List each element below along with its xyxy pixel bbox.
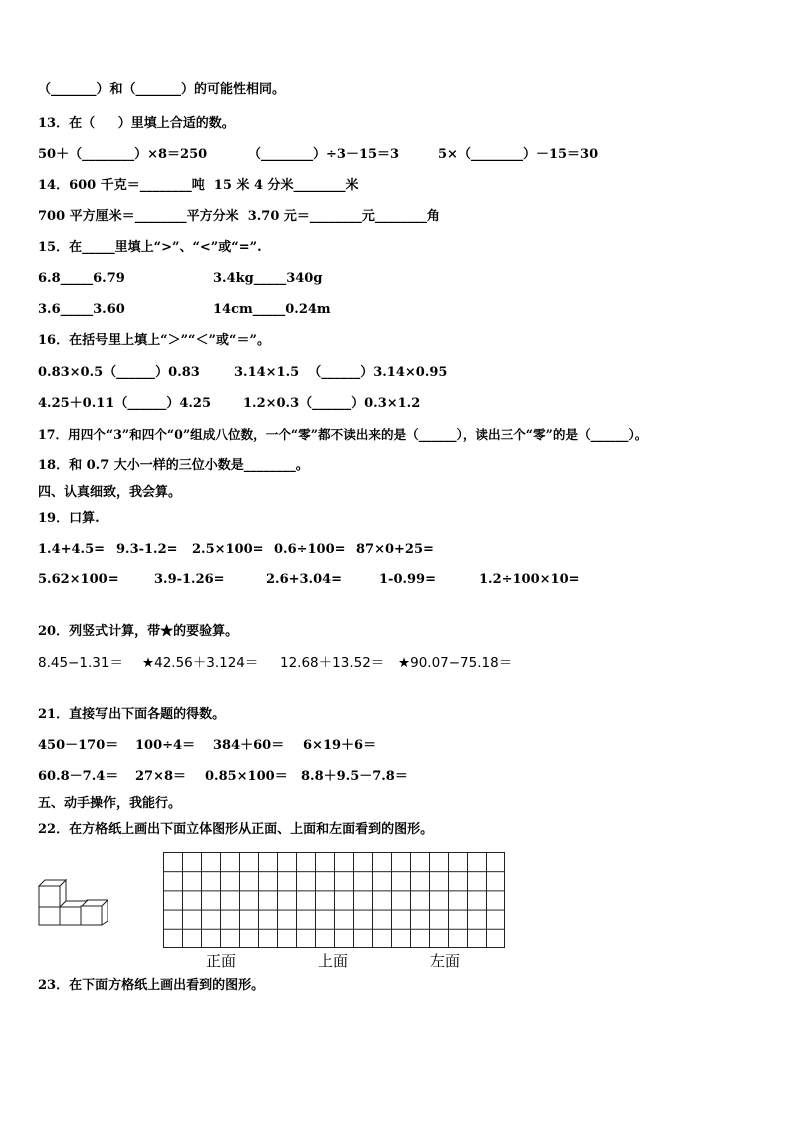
question-17: 17．用四个“3”和四个“0”组成八位数，一个“零”都不读出来的是（______），读出三个“零”的是（______）。: [38, 427, 648, 442]
q16-item: 0.83×0.5（______）0.83: [38, 365, 200, 380]
q19-item: 2.5×100=: [192, 542, 264, 557]
q15-item: 3.4kg_____340g: [213, 271, 323, 286]
grid-label-left: 左面: [430, 952, 461, 970]
q16-item: 3.14×1.5 （______）3.14×0.95: [234, 365, 448, 380]
q21-item: 8.8＋9.5－7.8＝: [301, 769, 408, 784]
q15-item: 14cm_____0.24m: [213, 302, 331, 317]
q16-item: 1.2×0.3（______）0.3×1.2: [243, 396, 421, 411]
q21-item: 0.85×100＝: [205, 769, 288, 784]
q19-item: 9.3-1.2=: [116, 542, 178, 557]
q21-item: 60.8－7.4＝: [38, 769, 119, 784]
q21-item: 100÷4＝: [135, 738, 196, 753]
q19-item: 3.9-1.26=: [154, 572, 225, 587]
q20-item: ★42.56＋3.124＝: [142, 655, 259, 671]
q19-item: 87×0+25=: [356, 542, 434, 557]
section-5-heading: 五、动手操作，我能行。: [38, 796, 182, 811]
grid-label-front: 正面: [206, 952, 237, 970]
q20-item: 8.45−1.31＝: [38, 655, 123, 671]
section-4-heading: 四、认真细致，我会算。: [38, 485, 182, 500]
q19-item: 1-0.99=: [379, 572, 436, 587]
grid-paper: [163, 852, 505, 948]
q19-item: 1.2÷100×10=: [479, 572, 580, 587]
question-20: 20．列竖式计算，带★的要验算。: [38, 624, 239, 639]
question-15: 15．在_____里填上“>”、“<”或“=”.: [38, 240, 262, 255]
question-19: 19．口算.: [38, 511, 100, 526]
q19-item: 1.4+4.5=: [38, 542, 106, 557]
q19-item: 2.6+3.04=: [266, 572, 343, 587]
question-22: 22．在方格纸上画出下面立体图形从正面、上面和左面看到的图形。: [38, 822, 434, 837]
question-18: 18．和 0.7 大小一样的三位小数是________。: [38, 458, 309, 473]
cube-figure: [36, 874, 108, 926]
q21-item: 27×8＝: [135, 769, 187, 784]
q13-item: （________）÷3－15＝3: [248, 147, 400, 162]
question-13: 13．在（ ）里填上合适的数。: [38, 116, 235, 131]
q15-item: 6.8_____6.79: [38, 271, 125, 286]
text-line: （_______）和（_______）的可能性相同。: [38, 82, 286, 97]
q19-item: 5.62×100=: [38, 572, 119, 587]
question-23: 23．在下面方格纸上画出看到的图形。: [38, 978, 265, 993]
grid-label-top: 上面: [318, 952, 349, 970]
q20-item: 12.68＋13.52＝: [280, 655, 385, 671]
question-14-line2: 700 平方厘米＝________平方分米 3.70 元＝________元________角: [38, 209, 440, 224]
q16-item: 4.25＋0.11（______）4.25: [38, 396, 211, 411]
question-21: 21．直接写出下面各题的得数。: [38, 707, 226, 722]
q15-item: 3.6_____3.60: [38, 302, 125, 317]
question-16: 16．在括号里上填上“＞”“＜”或“＝”。: [38, 333, 270, 348]
q20-item: ★90.07−75.18＝: [398, 655, 513, 671]
q21-item: 450－170＝: [38, 738, 119, 753]
q13-item: 50＋（________）×8＝250: [38, 147, 208, 162]
q21-item: 384＋60＝: [213, 738, 285, 753]
question-14: 14．600 千克＝________吨 15 米 4 分米________米: [38, 178, 359, 193]
q13-item: 5×（________）－15＝30: [438, 147, 599, 162]
q19-item: 0.6÷100=: [274, 542, 346, 557]
q21-item: 6×19＋6＝: [303, 738, 377, 753]
